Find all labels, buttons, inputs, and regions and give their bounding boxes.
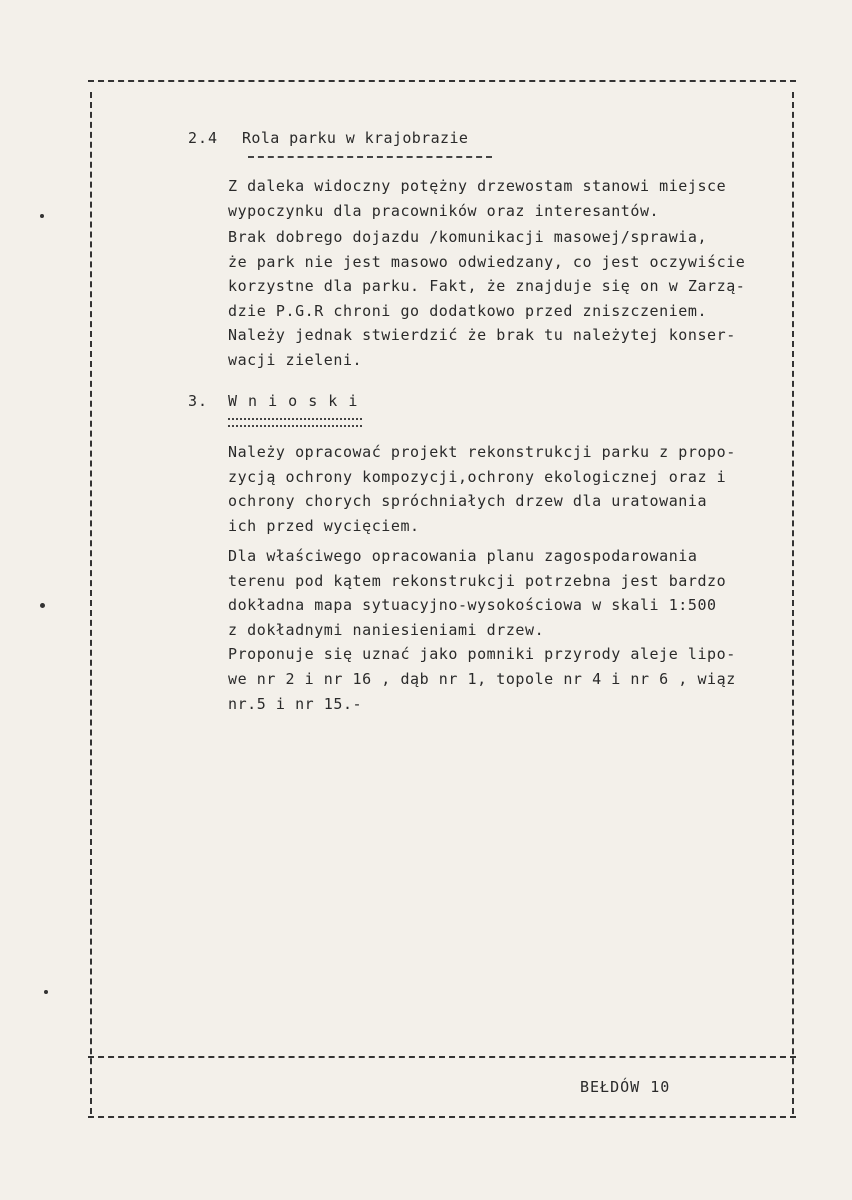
text-line: ochrony chorych spróchniałych drzew dla uratowania xyxy=(228,492,708,511)
text-line: Należy jednak stwierdzić że brak tu należytej konser- xyxy=(228,326,736,345)
frame-left-border xyxy=(90,92,92,1114)
text-line: że park nie jest masowo odwiedzany, co jest oczywiście xyxy=(228,252,746,271)
frame-right-border xyxy=(792,92,794,1114)
text-line: zycją ochrony kompozycji,ochrony ekologicznej oraz i xyxy=(228,467,727,486)
text-line: Proponuje się uznać jako pomniki przyrody aleje lipo- xyxy=(228,645,736,664)
text-line: nr.5 i nr 15.- xyxy=(228,694,363,713)
text-line: ich przed wycięciem. xyxy=(228,516,420,535)
text-line: Należy opracować projekt rekonstrukcji parku z propo- xyxy=(228,443,736,461)
text-line: wypoczynku dla pracowników oraz interesantów. xyxy=(228,201,660,220)
section-number: 2.4 xyxy=(188,129,219,147)
section-number: 3. xyxy=(188,392,209,410)
frame-top-border xyxy=(88,80,796,82)
footer-page-label: BEŁDÓW 10 xyxy=(580,1078,671,1096)
binding-mark xyxy=(40,214,44,218)
text-line: dokładna mapa sytuacyjno-wysokościowa w skali 1:500 xyxy=(228,596,717,615)
text-line: we nr 2 i nr 16 , dąb nr 1, topole nr 4 i nr 6 , wiąz xyxy=(228,669,736,688)
section-title-underline xyxy=(248,156,492,158)
frame-middle-border xyxy=(88,1056,796,1058)
text-line: terenu pod kątem rekonstrukcji potrzebna jest bardzo xyxy=(228,571,727,590)
text-line: z dokładnymi naniesieniami drzew. xyxy=(228,620,545,639)
text-line: wacji zieleni. xyxy=(228,350,363,369)
section-title: Rola parku w krajobrazie xyxy=(242,129,469,147)
paragraph xyxy=(228,544,736,716)
paragraph xyxy=(228,225,745,373)
text-line: korzystne dla parku. Fakt, że znajduje się on w Zarzą- xyxy=(228,277,746,296)
paragraph xyxy=(228,174,726,223)
paragraph xyxy=(228,440,736,538)
text-line: Z daleka widoczny potężny drzewostam stanowi miejsce xyxy=(228,177,727,195)
frame-bottom-border xyxy=(88,1116,796,1118)
section-title: W n i o s k i xyxy=(228,392,359,410)
text-line: Brak dobrego dojazdu /komunikacji masowej/sprawia, xyxy=(228,228,708,246)
binding-mark xyxy=(44,990,48,994)
binding-mark xyxy=(40,603,45,608)
text-line: dzie P.G.R chroni go dodatkowo przed zniszczeniem. xyxy=(228,301,708,320)
section-title-underline xyxy=(228,418,362,427)
text-line: Dla właściwego opracowania planu zagospodarowania xyxy=(228,547,698,565)
